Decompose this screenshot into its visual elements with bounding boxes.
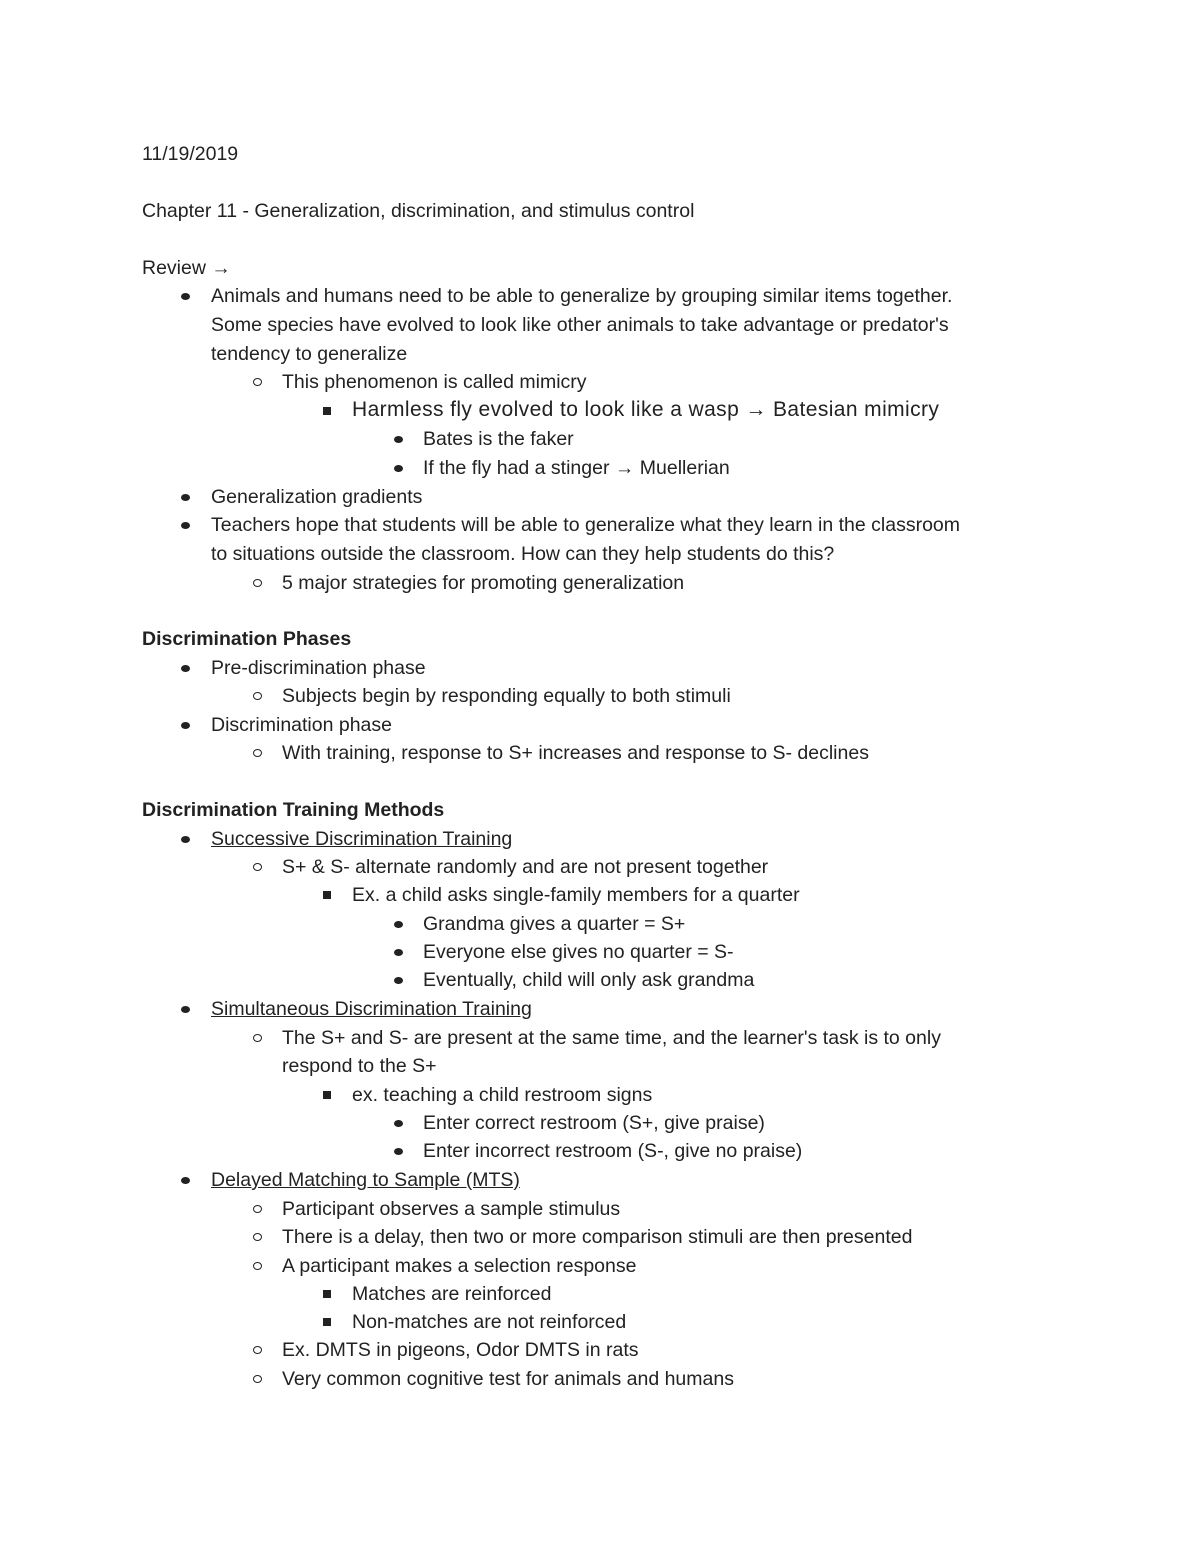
date: 11/19/2019 [142, 143, 239, 165]
list-item: Matches are reinforced [352, 1283, 552, 1305]
circle-bullet-icon [247, 739, 267, 767]
list-item: Generalization gradients [211, 486, 423, 508]
disc-bullet-icon [388, 938, 408, 966]
list-item: respond to the S+ [282, 1055, 437, 1077]
list-item: Teachers hope that students will be able to generalize what they learn in the classroom [211, 514, 961, 536]
list-item: Discrimination phase [211, 714, 392, 736]
list-item: There is a delay, then two or more comparison stimuli are then presented [282, 1226, 913, 1248]
list-item: Bates is the faker [423, 428, 574, 450]
method-title-delayed-mts: Delayed Matching to Sample (MTS) [211, 1169, 520, 1191]
list-item: 5 major strategies for promoting generalization [282, 572, 685, 594]
disc-bullet-icon [388, 425, 408, 453]
circle-bullet-icon [247, 1223, 267, 1251]
list-item: Animals and humans need to be able to generalize by grouping similar items together. [211, 285, 953, 307]
square-bullet-icon [317, 1308, 337, 1336]
list-item: Very common cognitive test for animals and humans [282, 1368, 734, 1390]
phases-heading: Discrimination Phases [142, 628, 352, 650]
list-item: Enter correct restroom (S+, give praise) [423, 1112, 765, 1134]
square-bullet-icon [317, 1081, 337, 1109]
square-bullet-icon [317, 881, 337, 909]
circle-bullet-icon [247, 1336, 267, 1364]
circle-bullet-icon [247, 1195, 267, 1223]
disc-bullet-icon [175, 654, 195, 682]
list-item: Grandma gives a quarter = S+ [423, 913, 686, 935]
list-item: Ex. a child asks single-family members for a quarter [352, 884, 800, 906]
disc-bullet-icon [388, 966, 408, 994]
list-item: Ex. DMTS in pigeons, Odor DMTS in rats [282, 1339, 639, 1361]
disc-bullet-icon [175, 825, 195, 853]
circle-bullet-icon [247, 682, 267, 710]
circle-bullet-icon [247, 569, 267, 597]
square-bullet-icon [317, 1280, 337, 1308]
list-item: Everyone else gives no quarter = S- [423, 941, 734, 963]
list-item: Non-matches are not reinforced [352, 1311, 627, 1333]
list-item: Enter incorrect restroom (S-, give no praise) [423, 1140, 803, 1162]
circle-bullet-icon [247, 853, 267, 881]
list-item: Participant observes a sample stimulus [282, 1198, 621, 1220]
square-bullet-icon [317, 397, 337, 425]
disc-bullet-icon [388, 1137, 408, 1165]
disc-bullet-icon [175, 511, 195, 539]
circle-bullet-icon [247, 1365, 267, 1393]
disc-bullet-icon [388, 1109, 408, 1137]
list-item: With training, response to S+ increases and response to S- declines [282, 742, 869, 764]
list-item: tendency to generalize [211, 343, 408, 365]
list-item: Pre-discrimination phase [211, 657, 426, 679]
method-title-successive: Successive Discrimination Training [211, 828, 513, 850]
method-title-simultaneous: Simultaneous Discrimination Training [211, 998, 532, 1020]
disc-bullet-icon [175, 483, 195, 511]
list-item: Some species have evolved to look like other animals to take advantage or predator's [211, 314, 949, 336]
disc-bullet-icon [175, 282, 195, 310]
list-item: This phenomenon is called mimicry [282, 371, 587, 393]
list-item: If the fly had a stinger → Muellerian [423, 457, 730, 479]
chapter-title: Chapter 11 - Generalization, discrimination, and stimulus control [142, 200, 695, 222]
circle-bullet-icon [247, 368, 267, 396]
list-item: to situations outside the classroom. How can they help students do this? [211, 543, 835, 565]
list-item: Eventually, child will only ask grandma [423, 969, 755, 991]
list-item: S+ & S- alternate randomly and are not present together [282, 856, 769, 878]
list-item: Subjects begin by responding equally to both stimuli [282, 685, 731, 707]
list-item: ex. teaching a child restroom signs [352, 1084, 653, 1106]
list-item: A participant makes a selection response [282, 1255, 637, 1277]
list-item: Harmless fly evolved to look like a wasp → Batesian mimicry [352, 398, 940, 421]
disc-bullet-icon [388, 910, 408, 938]
disc-bullet-icon [388, 454, 408, 482]
review-heading: Review → [142, 257, 231, 279]
disc-bullet-icon [175, 711, 195, 739]
circle-bullet-icon [247, 1252, 267, 1280]
disc-bullet-icon [175, 995, 195, 1023]
list-item: The S+ and S- are present at the same time, and the learner's task is to only [282, 1027, 941, 1049]
circle-bullet-icon [247, 1024, 267, 1052]
methods-heading: Discrimination Training Methods [142, 799, 445, 821]
disc-bullet-icon [175, 1166, 195, 1194]
